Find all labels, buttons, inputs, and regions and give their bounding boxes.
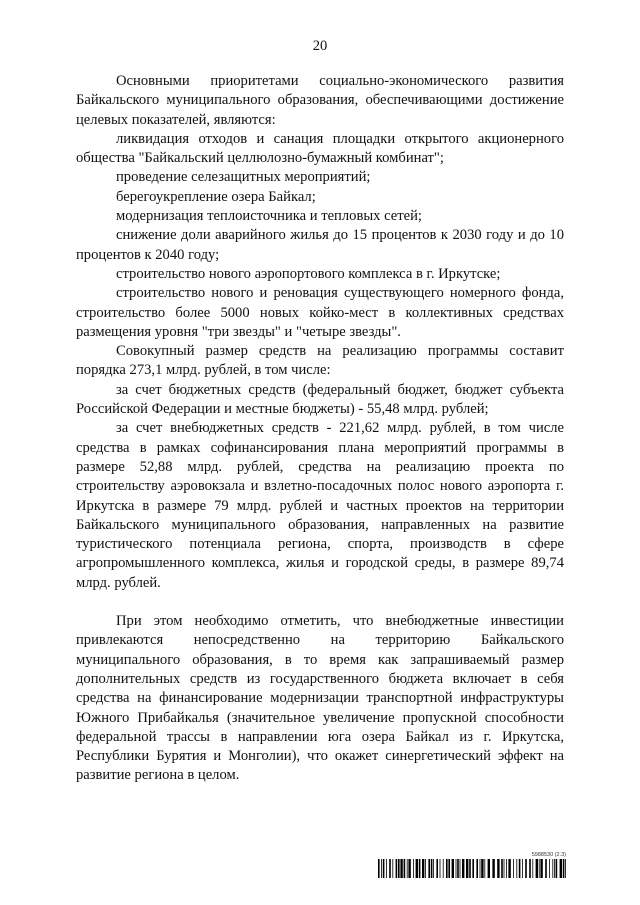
barcode-number: 5988530 (2.3) xyxy=(531,852,566,858)
paragraph-extrabudgetary-funds: за счет внебюджетных средств - 221,62 млрд. рублей, в том числе средства в рамках софинансирования плана мероприятий программы в размере 52,88 млрд. рублей, средства на реализацию проекта по строительству аэровокзала и взлетно-посадочных полос нового аэропорта г. Иркутска в размере 79 млрд. рублей и частных проектов на территории Байкальского муниципального образования, направленных на развитие туристического потенциала региона, спорта, производств в сфере агропромышленного комплекса, жилья и городской среды, в размере 89,74 млрд. рублей. xyxy=(76,420,564,591)
document-body xyxy=(76,72,564,786)
page-number: 20 xyxy=(312,38,328,54)
barcode-icon xyxy=(378,859,566,878)
paragraph-budget-funds: за счет бюджетных средств (федеральный бюджет, бюджет субъекта Российской Федерации и местные бюджеты) - 55,48 млрд. рублей; xyxy=(76,381,564,418)
paragraph-shore-reinforcement: берегоукрепление озера Байкал; xyxy=(116,188,316,205)
paragraph-investments-note: При этом необходимо отметить, что внебюджетные инвестиции привлекаются непосредственно на территорию Байкальского муниципального образования, в то время как запрашиваемый размер дополнительных средств из государственного бюджета включает в себя средства на финансирование модернизации транспортной инфраструктуры Южного Прибайкалья (значительное увеличение пропускной способности федеральной трассы в направлении юга озера Байкал из г. Иркутска, Республики Бурятия и Монголии), что окажет синергетический эффект на развитие региона в целом. xyxy=(76,613,564,784)
paragraph-airport-construction: строительство нового аэропортового комплекса в г. Иркутске; xyxy=(116,265,501,282)
paragraph-heating-modernization: модернизация теплоисточника и тепловых сетей; xyxy=(116,208,422,225)
paragraph-mudflow-protection: проведение селезащитных мероприятий; xyxy=(116,169,371,186)
paragraph-housing-reduction: снижение доли аварийного жилья до 15 процентов к 2030 году и до 10 процентов к 2040 году; xyxy=(76,227,564,263)
paragraph-waste-liquidation: ликвидация отходов и санация площадки открытого акционерного общества "Байкальский целлюлозно-бумажный комбинат"; xyxy=(76,130,564,167)
paragraph-priorities-intro: Основными приоритетами социально-экономического развития Байкальского муниципального образования, обеспечивающими достижение целевых показателей, являются: xyxy=(76,73,564,128)
paragraph-hotel-fund: строительство нового и реновация существующего номерного фонда, строительство более 5000 новых койко-мест в коллективных средствах размещения уровня "три звезды" и "четыре звезды". xyxy=(76,285,564,340)
document-barcode xyxy=(378,852,566,878)
paragraph-total-funding: Совокупный размер средств на реализацию программы составит порядка 273,1 млрд. рублей, в том числе: xyxy=(76,343,564,379)
